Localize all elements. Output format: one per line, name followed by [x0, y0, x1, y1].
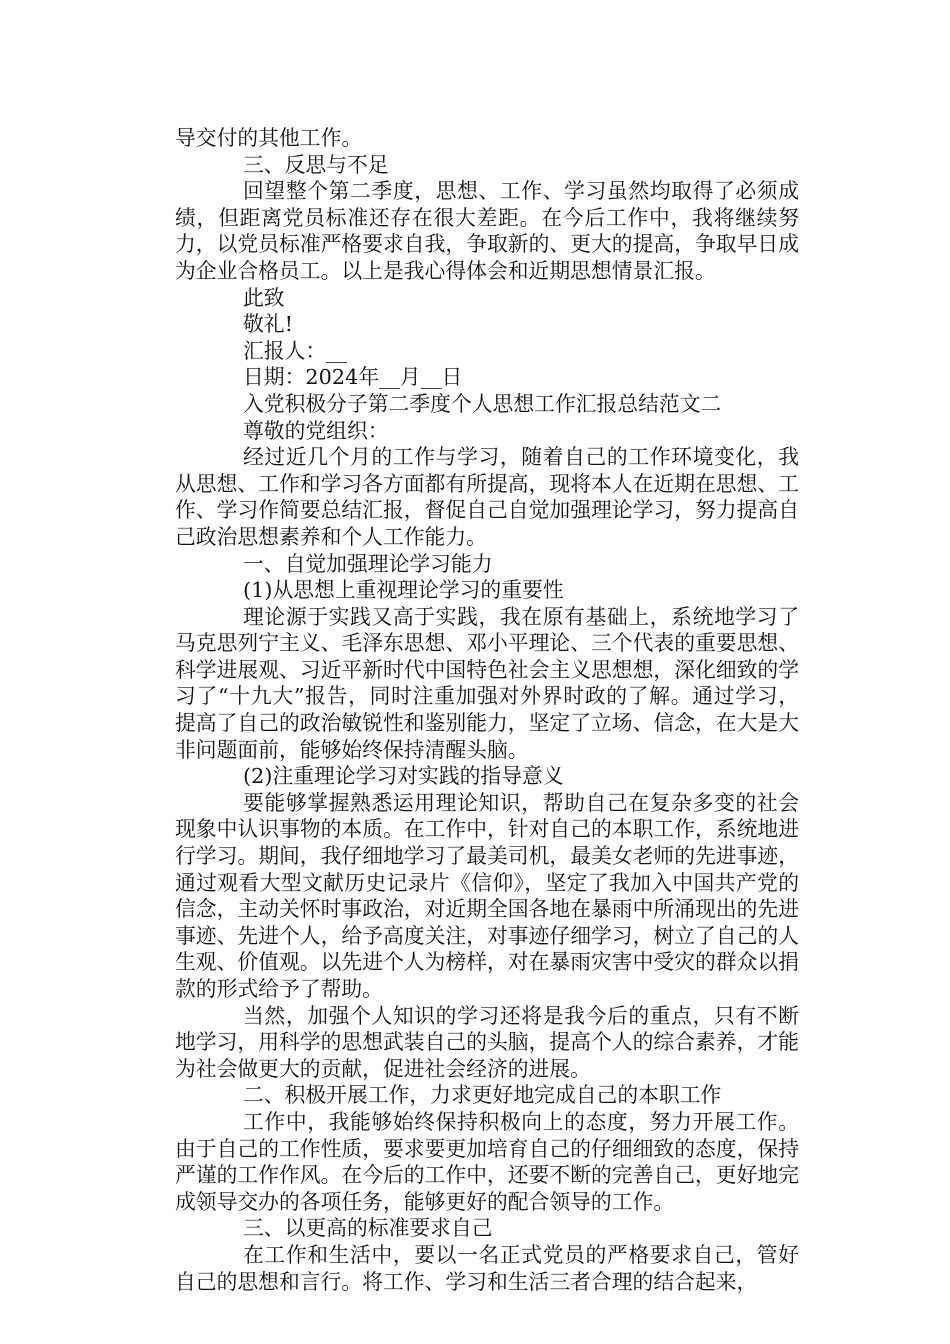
closing-salutation: 敬礼!	[243, 312, 293, 337]
paragraph: 工作中，我能够始终保持积极向上的态度，努力开展工作。由于自己的工作性质，要求要更加培育自己的仔细细致的态度，保持严谨的工作作风。在今后的工作中，还要不断的完善自己，更好地完成领导交办的各项任务，能够更好的配合领导的工作。	[175, 1109, 799, 1214]
paragraph: 要能够掌握熟悉运用理论知识，帮助自己在复杂多变的社会现象中认识事物的本质。在工作中，针对自己的本职工作，系统地进行学习。期间，我仔细地学习了最美司机，最美女老师的先进事迹，通过观看大型文献历史记录片《信仰》，坚定了我加入中国共产党的信念，主动关怀时事政治，对近期全国各地在暴雨中所涌现出的先进事迹、先进个人，给予高度关注，对事迹仔细学习，树立了自己的人生观、价值观。以先进个人为榜样，对在暴雨灾害中受灾的群众以捐款的形式给予了帮助。	[175, 790, 799, 1001]
section-heading: 三、反思与不足	[243, 152, 389, 177]
closing-salutation: 此致	[243, 285, 285, 310]
section-heading: 三、以更高的标准要求自己	[243, 1216, 493, 1241]
paragraph: 在工作和生活中，要以一名正式党员的严格要求自己，管好自己的思想和言行。将工作、学习和生活三者合理的结合起来，	[175, 1242, 799, 1294]
document-body	[175, 125, 799, 1295]
section-heading: 一、自觉加强理论学习能力	[243, 551, 493, 576]
paragraph: 导交付的其他工作。	[175, 126, 363, 150]
paragraph: 当然，加强个人知识的学习还将是我今后的重点，只有不断地学习，用科学的思想武装自己的头脑，提高个人的综合素养，才能为社会做更大的贡献，促进社会经济的进展。	[175, 1003, 799, 1081]
document-title: 入党积极分子第二季度个人思想工作汇报总结范文二	[243, 391, 722, 416]
paragraph: 理论源于实践又高于实践，我在原有基础上，系统地学习了马克思列宁主义、毛泽东思想、邓小平理论、三个代表的重要思想、科学进展观、习近平新时代中国特色社会主义思想想，深化细致的学习了“十九大”报告，同时注重加强对外界时政的了解。通过学习，提高了自己的政治敏锐性和鉴别能力，坚定了立场、信念，在大是大非问题面前，能够始终保持清醒头脑。	[175, 604, 799, 762]
subsection-heading: (2)注重理论学习对实践的指导意义	[243, 764, 564, 789]
signature-line: 汇报人：__	[243, 338, 347, 363]
paragraph: 经过近几个月的工作与学习，随着自己的工作环境变化，我从思想、工作和学习各方面都有所提高，现将本人在近期在思想、工作、学习作简要总结汇报，督促自己自觉加强理论学习，努力提高自己政治思想素养和个人工作能力。	[175, 445, 799, 549]
paragraph: 回望整个第二季度，思想、工作、学习虽然均取得了必须成绩，但距离党员标准还存在很大差距。在今后工作中，我将继续努力，以党员标准严格要求自我，争取新的、更大的提高，争取早日成为企业合格员工。以上是我心得体会和近期思想情景汇报。	[175, 179, 799, 283]
greeting: 尊敬的党组织：	[243, 418, 389, 443]
date-line: 日期：2024年__月__日	[243, 365, 463, 390]
subsection-heading: (1)从思想上重视理论学习的重要性	[243, 578, 564, 603]
section-heading: 二、积极开展工作，力求更好地完成自己的本职工作	[243, 1083, 722, 1108]
